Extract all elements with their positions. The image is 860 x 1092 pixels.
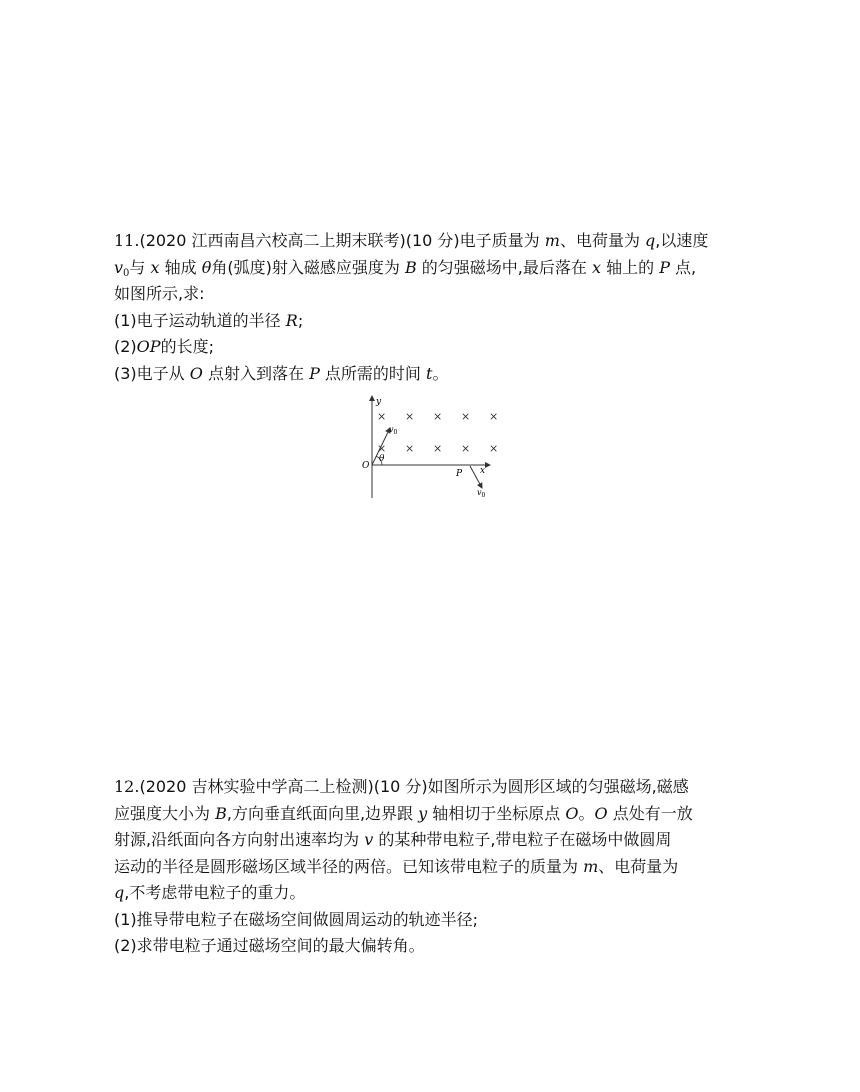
field-cross: × bbox=[489, 442, 499, 455]
q11-line-3: 如图所示,求: bbox=[114, 284, 205, 303]
var-y: y bbox=[418, 803, 428, 823]
q12-text: 轴相切于坐标原点 bbox=[427, 803, 566, 823]
subscript-zero: 0 bbox=[123, 267, 130, 279]
q11-text: ; bbox=[297, 310, 304, 330]
var-m: m bbox=[583, 856, 599, 876]
figure-svg bbox=[362, 394, 502, 502]
q11-text: (1)电子运动轨道的半径 bbox=[114, 310, 286, 330]
q11-text: ,以速度 bbox=[655, 231, 709, 250]
q12-line-1 bbox=[114, 774, 744, 801]
q11-text: 、电荷量为 bbox=[559, 231, 646, 250]
var-P: P bbox=[659, 257, 670, 277]
q12-line-5 bbox=[114, 880, 744, 907]
var-m: m bbox=[544, 231, 560, 250]
var-x: x bbox=[591, 257, 602, 277]
question-number: 11. bbox=[114, 231, 140, 250]
q11-text: 轴上的 bbox=[601, 257, 660, 277]
magnetic-field-figure bbox=[362, 394, 502, 502]
var-q: q bbox=[114, 883, 125, 902]
q11-text: 点射入到落在 bbox=[202, 363, 310, 383]
question-12 bbox=[114, 774, 744, 960]
q12-text: 运动的半径是圆形磁场区域半径的两倍。已知该带电粒子的质量为 bbox=[114, 856, 584, 876]
var-t: t bbox=[426, 363, 433, 383]
var-P: P bbox=[309, 363, 320, 383]
q11-line-2 bbox=[114, 255, 744, 282]
question-number: 12. bbox=[114, 777, 140, 796]
field-cross: × bbox=[405, 410, 415, 423]
var-B: B bbox=[215, 803, 227, 823]
question-11 bbox=[114, 228, 744, 387]
theta-label: θ bbox=[379, 454, 385, 464]
q11-text: 的长度; bbox=[160, 337, 214, 356]
q12-text: 。 bbox=[578, 803, 595, 823]
field-cross: × bbox=[433, 410, 443, 423]
q12-line-2 bbox=[114, 801, 744, 828]
q12-text: 射源,沿纸面向各方向射出速率均为 bbox=[114, 830, 365, 849]
q11-subquestion-1 bbox=[114, 308, 744, 335]
var-theta: θ bbox=[201, 257, 212, 277]
var-x: x bbox=[150, 257, 160, 277]
var-q: q bbox=[645, 231, 656, 250]
q11-subquestion-3 bbox=[114, 361, 744, 388]
var-OP: OP bbox=[136, 337, 161, 356]
field-cross: × bbox=[377, 442, 387, 455]
q12-text: ,不考虑带电粒子的重力。 bbox=[124, 883, 306, 902]
q11-text: (3)电子从 bbox=[114, 363, 190, 383]
q12-text: 、电荷量为 bbox=[598, 856, 679, 876]
q11-text: 点, bbox=[669, 257, 697, 277]
var-v: v bbox=[364, 830, 374, 849]
q11-source-text: (2020 江西南昌六校高二上期末联考)(10 分)电子质量为 bbox=[139, 231, 545, 250]
point-p-label: P bbox=[456, 469, 463, 479]
q11-text: 点所需的时间 bbox=[319, 363, 427, 383]
q11-text: 。 bbox=[432, 363, 449, 383]
q12-text: 点处有一放 bbox=[607, 803, 693, 823]
field-cross: × bbox=[489, 410, 499, 423]
q12-line-3 bbox=[114, 827, 744, 854]
q11-text: 轴成 bbox=[159, 257, 202, 277]
q12-text: 的某种带电粒子,带电粒子在磁场中做圆周 bbox=[373, 830, 672, 849]
field-cross: × bbox=[377, 410, 387, 423]
q11-line-1 bbox=[114, 228, 744, 255]
q11-subquestion-2 bbox=[114, 334, 744, 361]
q11-text: 的匀强磁场中,最后落在 bbox=[416, 257, 592, 277]
origin-label: O bbox=[362, 461, 370, 471]
q11-text: 角(弧度)射入磁感应强度为 bbox=[211, 257, 405, 277]
var-v: v bbox=[114, 257, 124, 277]
var-B: B bbox=[404, 257, 417, 277]
q12-subquestion-2: (2)求带电粒子通过磁场空间的最大偏转角。 bbox=[114, 936, 425, 955]
field-cross: × bbox=[433, 442, 443, 455]
var-O: O bbox=[565, 803, 579, 823]
q12-text: ,方向垂直纸面向里,边界跟 bbox=[226, 803, 419, 823]
var-O: O bbox=[594, 803, 608, 823]
q12-subquestion-1: (1)推导带电粒子在磁场空间做圆周运动的轨迹半径; bbox=[114, 909, 479, 929]
velocity-label-entry: $v_0$ bbox=[389, 425, 398, 436]
field-cross: × bbox=[405, 442, 415, 455]
q12-text: 应强度大小为 bbox=[114, 803, 216, 823]
q11-text: 与 bbox=[129, 257, 151, 277]
q12-line-4 bbox=[114, 854, 744, 881]
var-R: R bbox=[285, 310, 298, 330]
velocity-label-exit: $v_0$ bbox=[477, 488, 486, 499]
q12-text: (2020 吉林实验中学高二上检测)(10 分)如图所示为圆形区域的匀强磁场,磁感 bbox=[139, 777, 689, 796]
y-axis-label: y bbox=[376, 397, 382, 407]
field-cross: × bbox=[461, 410, 471, 423]
x-axis-label: x bbox=[480, 466, 486, 476]
field-cross: × bbox=[461, 442, 471, 455]
q11-text: (2) bbox=[114, 337, 137, 356]
var-O: O bbox=[189, 363, 203, 383]
